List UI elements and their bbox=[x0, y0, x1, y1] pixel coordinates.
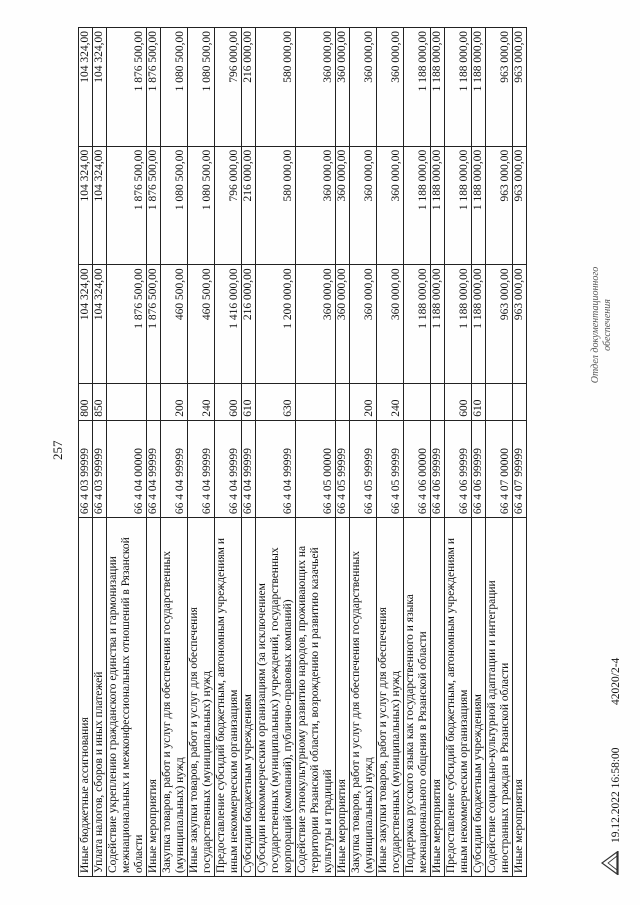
row-value-2-cell: 360 000,00 bbox=[296, 146, 336, 265]
table-row bbox=[242, 28, 256, 877]
row-value-3-cell: 1 080 500,00 bbox=[188, 28, 215, 147]
row-value-3-cell: 1 876 500,00 bbox=[147, 28, 161, 147]
row-code-cell: 66 4 04 00000 bbox=[107, 420, 147, 517]
row-code-cell: 66 4 05 99999 bbox=[377, 420, 404, 517]
row-value-3-cell: 796 000,00 bbox=[215, 28, 242, 147]
row-value-1-cell: 1 188 000,00 bbox=[445, 265, 472, 384]
row-type-cell bbox=[147, 384, 161, 421]
row-value-3-cell: 104 324,00 bbox=[93, 28, 107, 147]
row-value-2-cell: 1 876 500,00 bbox=[107, 146, 147, 265]
row-code-cell: 66 4 04 99999 bbox=[188, 420, 215, 517]
row-name-cell: Предоставление субсидий бюджетным, автономным учреждениям и иным некоммерческим организациям bbox=[445, 518, 472, 877]
row-value-2-cell: 1 188 000,00 bbox=[445, 146, 472, 265]
stamp-icon bbox=[598, 849, 620, 877]
row-code-cell: 66 4 04 99999 bbox=[161, 420, 188, 517]
row-value-3-cell: 1 188 000,00 bbox=[404, 28, 431, 147]
row-value-1-cell: 963 000,00 bbox=[513, 265, 527, 384]
footer-timestamp: 19.12.2022 16:58:00 bbox=[610, 747, 622, 843]
row-value-2-cell: 963 000,00 bbox=[513, 146, 527, 265]
row-type-cell: 240 bbox=[188, 384, 215, 421]
row-type-cell: 240 bbox=[377, 384, 404, 421]
row-value-1-cell: 104 324,00 bbox=[93, 265, 107, 384]
row-name-cell: Поддержка русского языка как государственного и языка межнационального общения в Рязанской области bbox=[404, 518, 431, 877]
table-row bbox=[472, 28, 486, 877]
row-code-cell: 66 4 05 99999 bbox=[336, 420, 350, 517]
row-value-3-cell: 216 000,00 bbox=[242, 28, 256, 147]
department-line-2: обеспечения bbox=[602, 299, 613, 351]
row-value-1-cell: 360 000,00 bbox=[350, 265, 377, 384]
row-value-1-cell: 460 500,00 bbox=[161, 265, 188, 384]
footer-doc-code: 42020/2-4 bbox=[610, 657, 622, 705]
row-value-3-cell: 360 000,00 bbox=[296, 28, 336, 147]
row-value-3-cell: 580 000,00 bbox=[256, 28, 296, 147]
row-name-cell: Иные мероприятия bbox=[431, 518, 445, 877]
row-name-cell: Субсидии бюджетным учреждениям bbox=[242, 518, 256, 877]
row-value-1-cell: 216 000,00 bbox=[242, 265, 256, 384]
row-code-cell: 66 4 04 99999 bbox=[256, 420, 296, 517]
table-row bbox=[404, 28, 431, 877]
row-value-1-cell: 1 188 000,00 bbox=[404, 265, 431, 384]
table-row bbox=[215, 28, 242, 877]
row-code-cell: 66 4 07 99999 bbox=[513, 420, 527, 517]
row-value-2-cell: 1 188 000,00 bbox=[431, 146, 445, 265]
row-type-cell bbox=[336, 384, 350, 421]
row-name-cell: Содействие социально-культурной адаптации и интеграции иностранных граждан в Рязанской области bbox=[486, 518, 513, 877]
table-row bbox=[431, 28, 445, 877]
row-code-cell: 66 4 04 99999 bbox=[242, 420, 256, 517]
table-row bbox=[256, 28, 296, 877]
table-row bbox=[513, 28, 527, 877]
table-row bbox=[188, 28, 215, 877]
row-code-cell: 66 4 04 99999 bbox=[147, 420, 161, 517]
row-type-cell bbox=[513, 384, 527, 421]
table-row bbox=[486, 28, 513, 877]
row-value-1-cell: 1 416 000,00 bbox=[215, 265, 242, 384]
budget-table-body bbox=[79, 28, 527, 877]
row-type-cell bbox=[107, 384, 147, 421]
row-value-3-cell: 963 000,00 bbox=[486, 28, 513, 147]
row-code-cell: 66 4 05 99999 bbox=[350, 420, 377, 517]
row-name-cell: Субсидии некоммерческим организациям (за исключением государственных (муниципальных) учреждений, государственных корпораций (компаний), публично-правовых компаний) bbox=[256, 518, 296, 877]
row-value-3-cell: 963 000,00 bbox=[513, 28, 527, 147]
row-name-cell: Предоставление субсидий бюджетным, автономным учреждениям и иным некоммерческим организациям bbox=[215, 518, 242, 877]
row-name-cell: Закупка товаров, работ и услуг для обеспечения государственных (муниципальных) нужд bbox=[161, 518, 188, 877]
department-line-1: Отдел документационного bbox=[590, 266, 601, 384]
row-type-cell: 630 bbox=[256, 384, 296, 421]
row-value-3-cell: 1 188 000,00 bbox=[431, 28, 445, 147]
row-value-1-cell: 963 000,00 bbox=[486, 265, 513, 384]
row-value-2-cell: 360 000,00 bbox=[336, 146, 350, 265]
row-value-2-cell: 1 188 000,00 bbox=[472, 146, 486, 265]
row-type-cell: 200 bbox=[161, 384, 188, 421]
row-value-1-cell: 360 000,00 bbox=[377, 265, 404, 384]
row-name-cell: Иные мероприятия bbox=[513, 518, 527, 877]
page-number: 257 bbox=[50, 440, 65, 460]
row-value-2-cell: 796 000,00 bbox=[215, 146, 242, 265]
row-value-3-cell: 1 876 500,00 bbox=[107, 28, 147, 147]
row-code-cell: 66 4 06 99999 bbox=[431, 420, 445, 517]
row-code-cell: 66 4 04 99999 bbox=[215, 420, 242, 517]
table-row bbox=[445, 28, 472, 877]
row-code-cell: 66 4 07 00000 bbox=[486, 420, 513, 517]
row-code-cell: 66 4 03 99999 bbox=[93, 420, 107, 517]
row-value-1-cell: 1 876 500,00 bbox=[147, 265, 161, 384]
row-name-cell: Иные бюджетные ассигнования bbox=[79, 518, 93, 877]
row-name-cell: Уплата налогов, сборов и иных платежей bbox=[93, 518, 107, 877]
table-row bbox=[336, 28, 350, 877]
row-name-cell: Иные мероприятия bbox=[147, 518, 161, 877]
row-value-2-cell: 1 080 500,00 bbox=[188, 146, 215, 265]
table-row bbox=[107, 28, 147, 877]
row-type-cell: 200 bbox=[350, 384, 377, 421]
row-type-cell: 610 bbox=[242, 384, 256, 421]
row-code-cell: 66 4 06 99999 bbox=[445, 420, 472, 517]
row-value-1-cell: 1 188 000,00 bbox=[431, 265, 445, 384]
row-type-cell bbox=[296, 384, 336, 421]
row-type-cell bbox=[486, 384, 513, 421]
row-value-1-cell: 1 188 000,00 bbox=[472, 265, 486, 384]
row-value-2-cell: 360 000,00 bbox=[377, 146, 404, 265]
row-value-2-cell: 360 000,00 bbox=[350, 146, 377, 265]
row-value-2-cell: 1 188 000,00 bbox=[404, 146, 431, 265]
table-row bbox=[350, 28, 377, 877]
row-name-cell: Субсидии бюджетным учреждениям bbox=[472, 518, 486, 877]
row-name-cell: Иные закупки товаров, работ и услуг для обеспечения государственных (муниципальных) нужд bbox=[377, 518, 404, 877]
row-value-3-cell: 1 080 500,00 bbox=[161, 28, 188, 147]
row-type-cell: 600 bbox=[215, 384, 242, 421]
row-value-2-cell: 1 876 500,00 bbox=[147, 146, 161, 265]
row-type-cell: 600 bbox=[445, 384, 472, 421]
row-name-cell: Содействие укреплению гражданского единства и гармонизации межнациональных и межконфессиональных отношений в Рязанской области bbox=[107, 518, 147, 877]
row-value-3-cell: 104 324,00 bbox=[79, 28, 93, 147]
row-type-cell bbox=[404, 384, 431, 421]
row-code-cell: 66 4 05 00000 bbox=[296, 420, 336, 517]
department-stamp bbox=[590, 245, 614, 405]
row-value-2-cell: 104 324,00 bbox=[79, 146, 93, 265]
row-value-2-cell: 104 324,00 bbox=[93, 146, 107, 265]
row-code-cell: 66 4 03 99999 bbox=[79, 420, 93, 517]
row-type-cell: 800 bbox=[79, 384, 93, 421]
row-code-cell: 66 4 06 99999 bbox=[472, 420, 486, 517]
row-value-1-cell: 1 200 000,00 bbox=[256, 265, 296, 384]
row-value-1-cell: 360 000,00 bbox=[336, 265, 350, 384]
table-row bbox=[79, 28, 93, 877]
row-value-2-cell: 1 080 500,00 bbox=[161, 146, 188, 265]
row-value-3-cell: 1 188 000,00 bbox=[445, 28, 472, 147]
row-value-3-cell: 360 000,00 bbox=[350, 28, 377, 147]
row-name-cell: Иные мероприятия bbox=[336, 518, 350, 877]
table-row bbox=[161, 28, 188, 877]
row-value-1-cell: 1 876 500,00 bbox=[107, 265, 147, 384]
row-type-cell bbox=[431, 384, 445, 421]
row-value-1-cell: 104 324,00 bbox=[79, 265, 93, 384]
row-value-2-cell: 216 000,00 bbox=[242, 146, 256, 265]
row-value-3-cell: 360 000,00 bbox=[377, 28, 404, 147]
row-type-cell: 850 bbox=[93, 384, 107, 421]
row-name-cell: Иные закупки товаров, работ и услуг для обеспечения государственных (муниципальных) нужд bbox=[188, 518, 215, 877]
table-row bbox=[147, 28, 161, 877]
row-value-3-cell: 1 188 000,00 bbox=[472, 28, 486, 147]
row-value-2-cell: 963 000,00 bbox=[486, 146, 513, 265]
row-name-cell: Содействие этнокультурному развитию народов, проживающих на территории Рязанской области, возрождению и развитию казачьей культуры и традиций bbox=[296, 518, 336, 877]
row-code-cell: 66 4 06 00000 bbox=[404, 420, 431, 517]
budget-table bbox=[78, 27, 527, 877]
row-value-1-cell: 360 000,00 bbox=[296, 265, 336, 384]
row-value-2-cell: 580 000,00 bbox=[256, 146, 296, 265]
table-row bbox=[93, 28, 107, 877]
table-row bbox=[377, 28, 404, 877]
row-type-cell: 610 bbox=[472, 384, 486, 421]
table-row bbox=[296, 28, 336, 877]
row-value-1-cell: 460 500,00 bbox=[188, 265, 215, 384]
row-value-3-cell: 360 000,00 bbox=[336, 28, 350, 147]
row-name-cell: Закупка товаров, работ и услуг для обеспечения государственных (муниципальных) нужд bbox=[350, 518, 377, 877]
